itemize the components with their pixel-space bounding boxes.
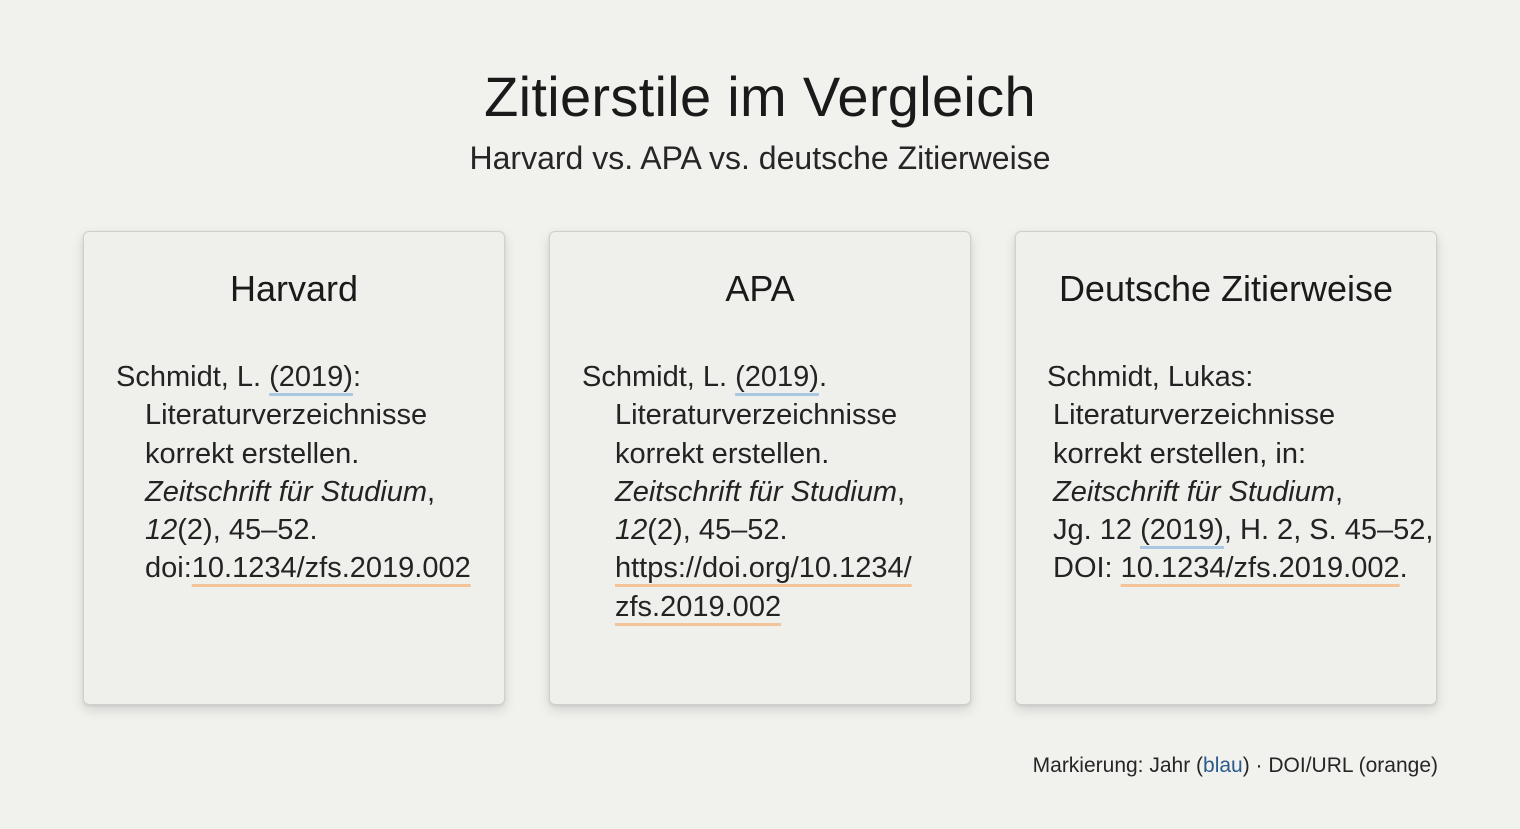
author-line-end: . — [818, 361, 828, 393]
journal-line-end: , — [1335, 475, 1344, 508]
journal-name: Zeitschrift für Studium — [145, 475, 428, 508]
citation-line-title-cont: korrekt erstellen. — [145, 437, 360, 470]
citation-line-volume — [582, 511, 912, 549]
citation-line-volume — [1047, 511, 1433, 549]
page-title: Zitierstile im Vergleich — [484, 65, 1036, 128]
legend-prefix: Markierung: Jahr ( — [1032, 754, 1204, 777]
citation-line-author — [116, 358, 471, 396]
apa-citation — [582, 358, 912, 626]
author-text: Schmidt, L. — [116, 361, 270, 393]
citation-line-title: Literaturverzeichnisse — [1053, 399, 1336, 432]
doi-line-end: . — [1399, 552, 1408, 585]
year-highlight: (2019) — [1140, 514, 1224, 547]
citation-line-author: Schmidt, Lukas: — [1047, 361, 1254, 393]
citation-line-volume — [116, 511, 471, 549]
citation-line-doi — [1047, 549, 1433, 587]
doi-url-highlight: https://doi.org/10.1234/ — [615, 552, 912, 585]
citation-line-title-cont: korrekt erstellen, in: — [1053, 437, 1307, 470]
doi-highlight: 10.1234/zfs.2019.002 — [191, 552, 471, 585]
citation-line-url-cont — [582, 588, 912, 626]
volume-number: 12 — [145, 514, 178, 547]
legend-suffix: ) · DOI/URL (orange) — [1242, 754, 1438, 777]
journal-name: Zeitschrift für Studium — [615, 475, 898, 508]
journal-line-end: , — [897, 475, 906, 508]
apa-card-title: APA — [725, 268, 795, 309]
harvard-citation — [116, 358, 471, 588]
issue-pages: (2), 45–52. — [177, 514, 318, 547]
page-subtitle: Harvard vs. APA vs. deutsche Zitierweise — [469, 140, 1051, 176]
deutsche-zitierweise-card-title: Deutsche Zitierweise — [1058, 268, 1394, 309]
doi-url-highlight-cont: zfs.2019.002 — [615, 590, 782, 623]
deutsche-zitierweise-card — [1015, 231, 1437, 705]
journal-line-end: , — [427, 475, 436, 508]
journal-name: Zeitschrift für Studium — [1053, 475, 1336, 508]
year-highlight: (2019) — [735, 361, 819, 393]
legend-blue-word: blau — [1203, 754, 1243, 777]
citation-line-journal — [582, 473, 912, 511]
citation-line-url — [582, 549, 912, 587]
author-text: Schmidt, L. — [582, 361, 736, 393]
doi-prefix: doi: — [145, 552, 192, 585]
citation-line-journal — [116, 473, 471, 511]
harvard-card — [83, 231, 505, 705]
doi-prefix: DOI: — [1053, 552, 1121, 585]
volume-number: 12 — [615, 514, 648, 547]
harvard-card-title: Harvard — [229, 268, 359, 309]
year-highlight: (2019) — [269, 361, 353, 393]
volume-text: Jg. 12 — [1053, 514, 1141, 547]
citation-line-title: Literaturverzeichnisse — [145, 399, 428, 432]
highlight-legend — [1033, 754, 1438, 778]
citation-line-journal — [1047, 473, 1433, 511]
apa-card — [549, 231, 971, 705]
citation-line-title-cont: korrekt erstellen. — [615, 437, 830, 470]
citation-line-author — [582, 358, 912, 396]
doi-highlight: 10.1234/zfs.2019.002 — [1120, 552, 1400, 585]
citation-line-doi — [116, 549, 471, 587]
author-line-end: : — [352, 361, 362, 393]
deutsche-zitierweise-citation — [1047, 358, 1433, 588]
issue-pages: (2), 45–52. — [647, 514, 788, 547]
issue-pages: , H. 2, S. 45–52, — [1223, 514, 1434, 547]
citation-line-title: Literaturverzeichnisse — [615, 399, 898, 432]
